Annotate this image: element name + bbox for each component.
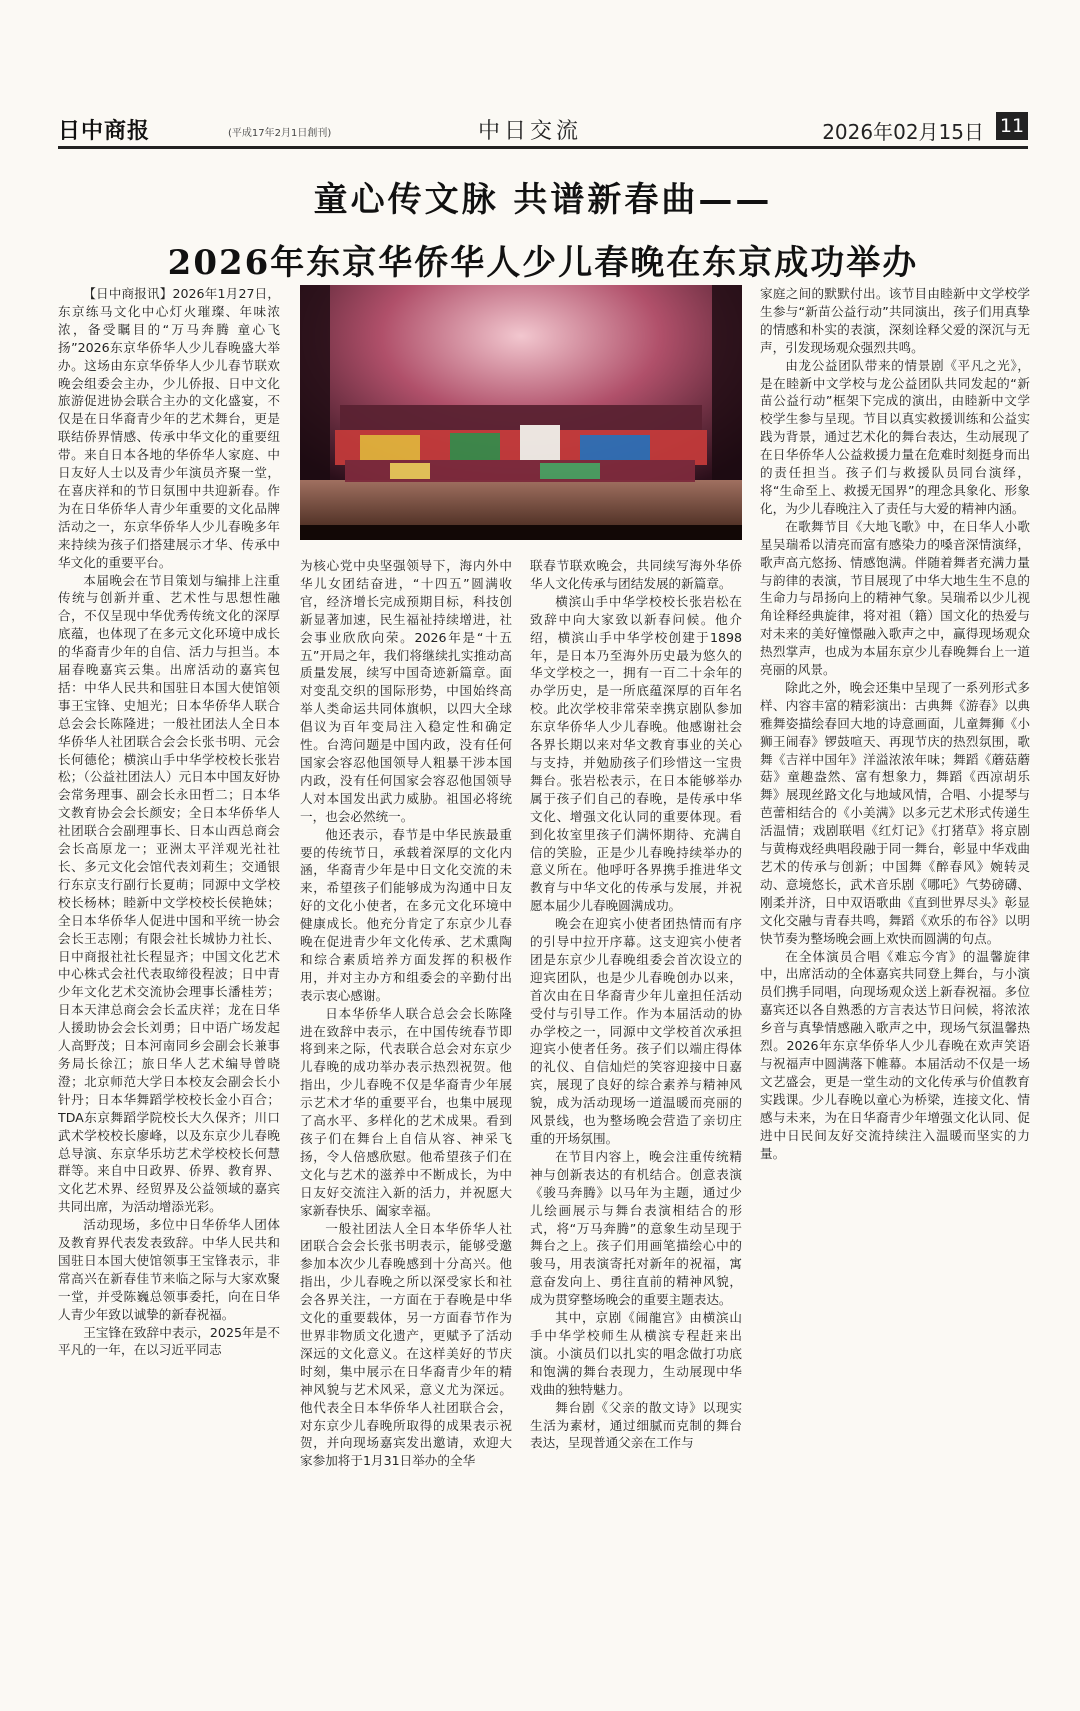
paragraph: 【日中商报讯】2026年1月27日，东京练马文化中心灯火璀璨、年味浓浓，备受瞩目的“万马奔腾 童心飞扬”2026东京华侨华人少儿春晚盛大举办。这场由东京华侨华人少儿春节联欢晚会组委会主办，少儿侨报、日中文化旅游促进协会联合主办的文化盛宴，不仅是在日华裔青少年的艺术舞台，更是联结侨界情感、传承中华文化的重要纽带。来自日本各地的华侨华人家庭、中日友好人士以及青少年演员齐聚一堂，在喜庆祥和的节日氛围中共迎新春。作为在日华侨华人青少年重要的文化品牌活动之一，东京华侨华人少儿春晚多年来持续为孩子们搭建展示才华、传承中华文化的重要平台。 bbox=[58, 286, 280, 570]
paragraph: 王宝锋在致辞中表示，2025年是不平凡的一年，在以习近平同志 bbox=[58, 1324, 280, 1358]
article-column-2 bbox=[300, 557, 512, 1705]
stage-photo-illustration bbox=[300, 285, 742, 540]
paragraph: 舞台剧《父亲的散文诗》以现实生活为素材，通过细腻而克制的舞台表达，呈现普通父亲在工作与 bbox=[530, 1399, 742, 1451]
paragraph: 为核心党中央坚强领导下，海内外中华儿女团结奋进，“十四五”圆满收官，经济增长完成预期目标，科技创新显著加速，民生福祉持续增进，社会事业欣欣向荣。2026年是“十五五”开局之年，我们将继续扎实推动高质量发展，续写中国奇迹新篇章。面对变乱交织的国际形势，中国始终高举人类命运共同体旗帜，以四大全球倡议为百年变局注入稳定性和确定性。台湾问题是中国内政，没有任何国家会容忍他国领导人粗暴干涉本国内政，没有任何国家会容忍他国领导人对本国发出武力威胁。祖国必将统一，也会必然统一。 bbox=[300, 558, 512, 824]
paragraph: 在节目内容上，晚会注重传统精神与创新表达的有机结合。创意表演《骏马奔腾》以马年为主题，通过少儿绘画展示与舞台表演相结合的形式，将“万马奔腾”的意象生动呈现于舞台之上。孩子们用画笔描绘心中的骏马，用表演寄托对新年的祝福，寓意奋发向上、勇往直前的精神风貌，成为贯穿整场晚会的重要主题表达。 bbox=[530, 1148, 742, 1308]
issue-date: 2026年02月15日 bbox=[822, 120, 984, 144]
article-column-3 bbox=[530, 557, 742, 1705]
masthead bbox=[58, 112, 1028, 148]
section-title: 中日交流 bbox=[478, 119, 583, 144]
paragraph: 除此之外，晚会还集中呈现了一系列形式多样、内容丰富的精彩演出：古典舞《游春》以典雅舞姿描绘春回大地的诗意画面，儿童舞狮《小狮王闹春》锣鼓喧天、再现节庆的热烈氛围，歌舞《吉祥中国年》洋溢浓浓年味；舞蹈《蘑菇蘑菇》童趣盎然、富有想象力，舞蹈《西凉胡乐舞》展现丝路文化与地域风情，合唱、小提琴与芭蕾相结合的《小美满》以多元艺术形式传递生活温情；戏剧联唱《红灯记》《打猪草》将京剧与黄梅戏经典唱段融于同一舞台，彰显中华戏曲艺术的传承与创新；中国舞《醉春风》婉转灵动、意境悠长，武术音乐剧《哪吒》气势磅礴、刚柔并济，日中双语歌曲《直到世界尽头》彰显文化交融与青春共鸣，舞蹈《欢乐的布谷》以明快节奏为整场晚会画上欢快而圆满的句点。 bbox=[760, 679, 1030, 946]
article-headline bbox=[58, 172, 1028, 284]
paragraph: 由龙公益团队带来的情景剧《平凡之光》，是在睦新中文学校与龙公益团队共同发起的“新苗公益行动”框架下完成的演出，由睦新中文学校学生参与呈现。节目以真实救援训练和公益实践为背景，通过艺术化的舞台表达，生动展现了在日华侨华人公益救援力量在危难时刻挺身而出的责任担当。孩子们与救援队员同台演绎，将“生命至上、救援无国界”的理念具象化、形象化，为少儿春晚注入了责任与大爱的精神内涵。 bbox=[760, 357, 1030, 516]
founded-note: (平成17年2月1日創刊) bbox=[228, 128, 332, 139]
paragraph: 他还表示，春节是中华民族最重要的传统节日，承载着深厚的文化内涵，华裔青少年是中日文化交流的未来，希望孩子们能够成为沟通中日友好的文化小使者，在多元文化环境中健康成长。他充分肯定了东京少儿春晚在促进青少年文化传承、艺术熏陶和综合素质培养方面发挥的积极作用，并对主办方和组委会的辛勤付出表示衷心感谢。 bbox=[300, 826, 512, 1003]
headline-line-1: 童心传文脉 共谱新春曲—— bbox=[313, 180, 773, 220]
paragraph: 日本华侨华人联合总会会长陈隆进在致辞中表示，在中国传统春节即将到来之际，代表联合总会对东京少儿春晚的成功举办表示热烈祝贺。他指出，少儿春晚不仅是华裔青少年展示艺术才华的重要平台，也集中展现了高水平、多样化的艺术成果。看到孩子们在舞台上自信从容、神采飞扬，令人倍感欣慰。他希望孩子们在文化与艺术的滋养中不断成长，为中日友好交流注入新的活力，并祝愿大家新春快乐、阖家幸福。 bbox=[300, 1005, 512, 1218]
article-column-4 bbox=[760, 285, 1030, 1705]
article-column-1 bbox=[58, 285, 280, 1705]
paragraph: 本届晚会在节目策划与编排上注重传统与创新并重、艺术性与思想性融合，不仅呈现中华优秀传统文化的深厚底蕴，也体现了在多元文化环境中成长的华裔青少年的自信、活力与担当。本届春晚嘉宾云集。出席活动的嘉宾包括：中华人民共和国驻日本国大使馆领事王宝锋、史旭光；日本华侨华人联合总会会长陈隆进；一般社团法人全日本华侨华人社团联合会会长张书明、元会长何德伦；横滨山手中华学校校长张岩松；（公益社团法人）元日本中国友好协会常务理事、副会长永田哲二；日本华文教育协会会长颜安；全日本华侨华人社团联合会副理事长、日本山西总商会会长高原龙一；亚洲太平洋观光社社长、多元文化会馆代表刘莉生；交通银行东京支行副行长夏萌；同源中文学校校长杨林；睦新中文学校校长侯艳妹；全日本华侨华人促进中国和平统一协会会长王志刚；有限会社长城协力社长、日中商报社社长程显齐；中国文化艺术中心株式会社代表取缔役程波；日中青少年文化艺术交流协会理事长潘桂芳；日本天津总商会会长孟庆祥；龙在日华人援助协会会长刘勇；日中语广场发起人高野茂；日本河南同乡会副会长兼事务局长徐江；旅日华人艺术编导曾晓澄；北京师范大学日本校友会副会长小针丹；日本华舞蹈学校校长金小百合；TDA东京舞蹈学院校长大久保齐；川口武术学校校长廖峰，以及东京少儿春晚总导演、东京华乐坊艺术学校校长何慧群等。来自中日政界、侨界、教育界、文化艺术界、经贸界及公益领域的嘉宾共同出席，为活动增添光彩。 bbox=[58, 572, 280, 1215]
paragraph: 晚会在迎宾小使者团热情而有序的引导中拉开序幕。这支迎宾小使者团是东京少儿春晚组委会首次设立的迎宾团队，也是少儿春晚创办以来，首次由在日华裔青少年儿童担任活动受付与引导工作。作为本届活动的协办学校之一，同源中文学校首次承担迎宾小使者任务。孩子们以端庄得体的礼仪、自信灿烂的笑容迎接中日嘉宾，展现了良好的综合素养与精神风貌，成为活动现场一道温暖而亮丽的风景线，也为整场晚会营造了亲切庄重的开场氛围。 bbox=[530, 916, 742, 1146]
group-photo-stage bbox=[300, 285, 742, 540]
headline-line-2: 2026年东京华侨华人少儿春晚在东京成功举办 bbox=[167, 243, 919, 283]
newspaper-logo: 日中商报 bbox=[58, 118, 151, 144]
paragraph: 横滨山手中华学校校长张岩松在致辞中向大家致以新春问候。他介绍，横滨山手中华学校创建于1898年，是日本乃至海外历史最为悠久的华文学校之一，拥有一百二十余年的办学历史，是一所底蕴深厚的百年名校。此次学校非常荣幸携京剧队参加东京华侨华人少儿春晚。他感谢社会各界长期以来对华文教育事业的关心与支持，并勉励孩子们珍惜这一宝贵舞台。张岩松表示，在日本能够举办属于孩子们自己的春晚，是传承中华文化、增强文化认同的重要体现。看到化妆室里孩子们满怀期待、充满自信的笑脸，正是少儿春晚持续举办的意义所在。他呼吁各界携手推进华文教育与中华文化的传承与发展，并祝愿本届少儿春晚圆满成功。 bbox=[530, 593, 742, 914]
paragraph: 联春节联欢晚会，共同续写海外华侨华人文化传承与团结发展的新篇章。 bbox=[530, 558, 742, 591]
page-number: 11 bbox=[996, 112, 1028, 140]
masthead-rule bbox=[58, 146, 1028, 149]
paragraph: 在歌舞节目《大地飞歌》中，在日华人小歌星吴瑞希以清亮而富有感染力的嗓音深情演绎，歌声高亢悠扬、情感饱满。伴随着舞者充满力量与韵律的表演，节目展现了中华大地生生不息的生命力与昂扬向上的精神气象。吴瑞希以少儿视角诠释经典旋律，将对祖（籍）国文化的热爱与对未来的美好憧憬融入歌声之中，赢得现场观众热烈掌声，也成为本届东京少儿春晚舞台上一道亮丽的风景。 bbox=[760, 518, 1030, 678]
paragraph: 家庭之间的默默付出。该节目由睦新中文学校学生参与“新苗公益行动”共同演出，孩子们用真挚的情感和朴实的表演，深刻诠释父爱的深沉与无声，引发现场观众强烈共鸣。 bbox=[760, 286, 1030, 355]
paragraph: 活动现场，多位中日华侨华人团体及教育界代表发表致辞。中华人民共和国驻日本国大使馆领事王宝锋表示，非常高兴在新春佳节来临之际与大家欢聚一堂，并受陈巍总领事委托，向在日华人青少年致以诚挚的新春祝福。 bbox=[58, 1217, 280, 1322]
paragraph: 在全体演员合唱《难忘今宵》的温馨旋律中，出席活动的全体嘉宾共同登上舞台，与小演员们携手同唱，向现场观众送上新春祝福。多位嘉宾还以各自熟悉的方言表达节日问候，将浓浓乡音与真挚情感融入歌声之中，现场气氛温馨热烈。2026年东京华侨华人少儿春晚在欢声笑语与祝福声中圆满落下帷幕。本届活动不仅是一场文艺盛会，更是一堂生动的文化传承与价值教育实践课。少儿春晚以童心为桥梁，连接文化、情感与未来，为在日华裔青少年增强文化认同、促进中日民间友好交流持续注入温暖而坚实的力量。 bbox=[760, 948, 1030, 1161]
paragraph: 一般社团法人全日本华侨华人社团联合会会长张书明表示，能够受邀参加本次少儿春晚感到十分高兴。他指出，少儿春晚之所以深受家长和社会各界关注，一方面在于春晚是中华文化的重要载体，另一方面春节作为世界非物质文化遗产，更赋予了活动深远的文化意义。在这样美好的节庆时刻，集中展示在日华裔青少年的精神风貌与艺术风采，意义尤为深远。他代表全日本华侨华人社团联合会，对东京少儿春晚所取得的成果表示祝贺，并向现场嘉宾发出邀请，欢迎大家参加将于1月31日举办的全华 bbox=[300, 1220, 512, 1469]
paragraph: 其中，京剧《闹龍宫》由横滨山手中华学校师生从横滨专程赶来出演。小演员们以扎实的唱念做打功底和饱满的舞台表现力，生动展现中华戏曲的独特魅力。 bbox=[530, 1310, 742, 1397]
